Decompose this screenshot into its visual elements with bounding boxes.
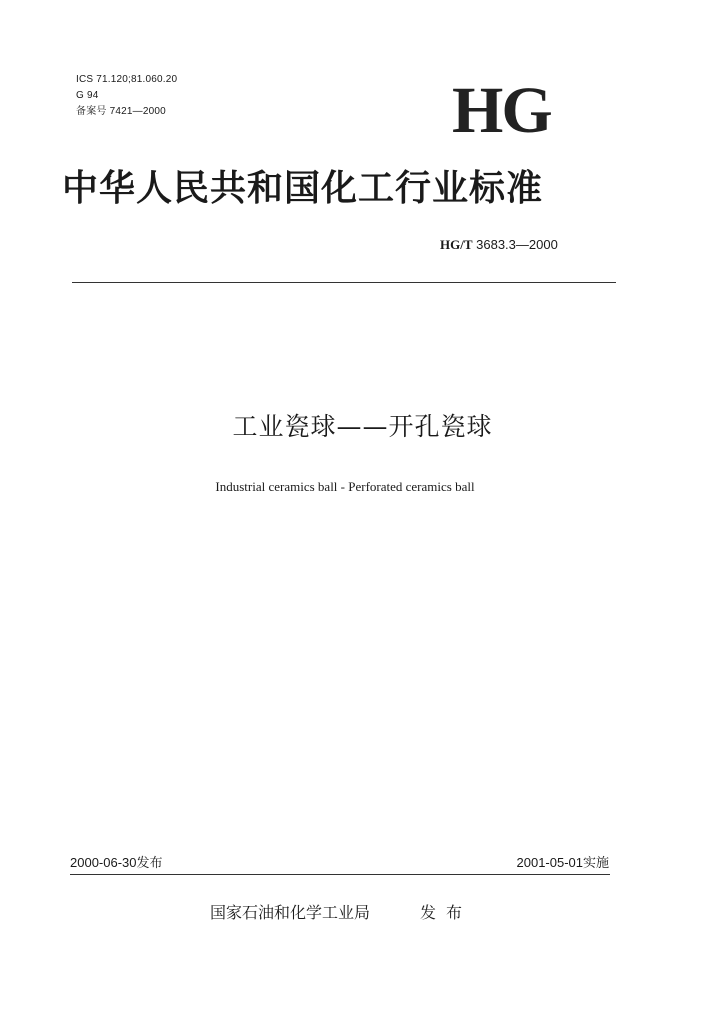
issuer-name: 国家石油和化学工业局: [210, 903, 371, 922]
document-title-en: Industrial ceramics ball - Perforated ceramics ball: [215, 479, 475, 494]
standard-code: HG/T: [440, 237, 473, 252]
document-title-cn: 工业瓷球——开孔瓷球: [232, 412, 493, 441]
implement-date: 2001-05-01实施: [516, 855, 609, 870]
ics-code: ICS 71.120;81.060.20: [76, 74, 178, 85]
standard-number: [440, 236, 558, 254]
organization-title: 中华人民共和国化工行业标准: [62, 167, 544, 209]
hg-logo: HG: [452, 74, 551, 147]
issue-date: 2000-06-30发布: [70, 855, 163, 870]
classification-block: [76, 72, 177, 120]
ccs-code: G 94: [76, 90, 99, 101]
header-divider: [72, 282, 616, 283]
filing-number: 备案号 7421—2000: [76, 106, 166, 117]
standard-number-value: 3683.3—2000: [476, 237, 558, 252]
footer-divider: [70, 874, 610, 875]
issuer-action: 发布: [420, 903, 473, 922]
